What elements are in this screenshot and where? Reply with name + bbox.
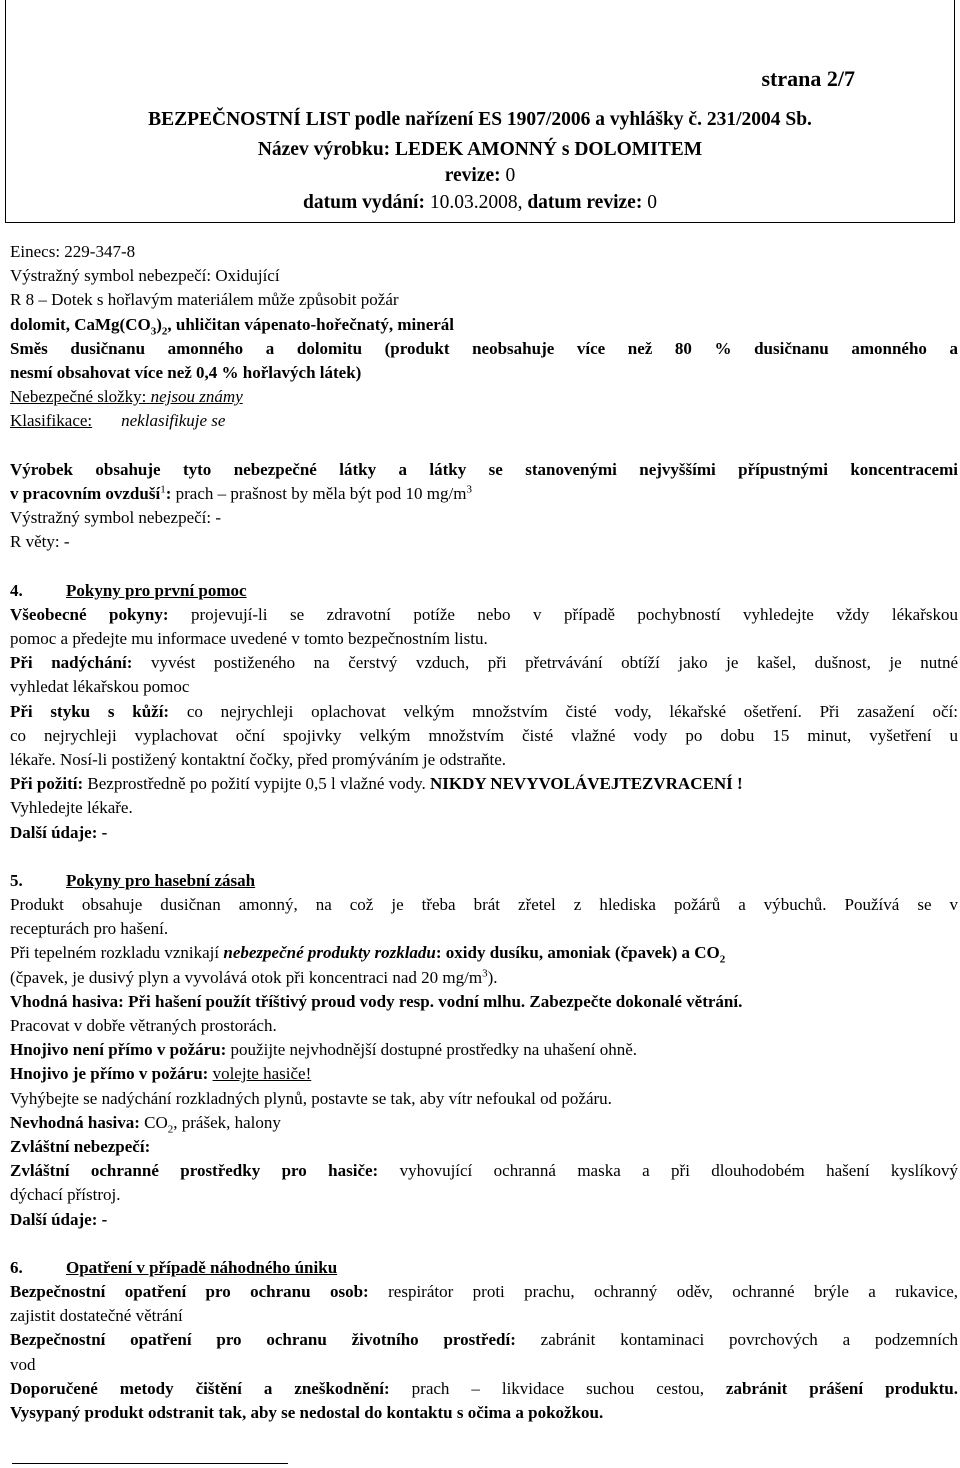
unsuitable-media-line: Nevhodná hasiva: $CO_2$, prášek, halony xyxy=(10,1112,281,1136)
decomposition-line-1: Při tepelném rozkladu vznikají nebezpečné produkty rozkladu: oxidy dusíku, amoniak (čpavek) a $CO_2$ xyxy=(10,943,726,966)
skin-contact-line-1: Při styku s kůží: co nejrychleji oplachovat velkým množstvím čisté vody, lékařské ošetření. Při zasažení očí: xyxy=(10,701,959,721)
skin-contact-line-2: co nejrychleji vyplachovat oční spojivky velkým množstvím čisté vlažné vody po dobu 15 minut, vyšetření u xyxy=(10,725,958,745)
hazard-symbol-line: Výstražný symbol nebezpečí: Oxidující xyxy=(10,266,280,286)
doc-title: BEZPEČNOSTNÍ LIST podle nařízení ES 1907/2006 a vyhlášky č. 231/2004 Sb. xyxy=(148,109,812,130)
general-advice-line-2: pomoc a předejte mu informace uvedené v tomto bezpečnostním listu. xyxy=(10,629,488,648)
product-contains-line-2: v pracovním ovzduší$^1$: prach – prašnost by měla být pod 10 $mg/m^3$ xyxy=(10,483,472,503)
document-body xyxy=(10,240,958,1425)
mixture-line-2: nesmí obsahovat více než 0,4 % hořlavých látek) xyxy=(10,362,362,382)
protective-equipment-line-1: Zvláštní ochranné prostředky pro hasiče: vyhovující ochranná maska a při dlouhodobém hašení kyslíkový xyxy=(10,1161,958,1181)
suitable-media-line: Vhodná hasiva: Při hašení použít tříštivý proud vody resp. vodní mlhu. Zabezpečte dokonalé větrání. xyxy=(10,991,743,1011)
environmental-precautions-line-1: Bezpečnostní opatření pro ochranu životního prostředí: zabránit kontaminaci povrchových a podzemních xyxy=(10,1330,958,1350)
hazardous-components-line: Nebezpečné složky: nejsou známy xyxy=(10,387,243,407)
product-contains-line-1: Výrobek obsahuje tyto nebezpečné látky a látky se stanovenými nejvyššími přípustnými koncentracemi xyxy=(10,459,958,479)
r8-line: R 8 – Dotek s hořlavým materiálem může způsobit požár xyxy=(10,290,399,310)
spilled-product-line: Vysypaný produkt odstranit tak, aby se nedostal do kontaktu s očima a pokožkou. xyxy=(10,1403,604,1422)
inhalation-line-1: Při nadýchání: vyvést postiženého na čerstvý vzduch, při přetrvávání obtíží jako je kašel, dušnost, je nutné xyxy=(10,653,959,673)
hazard-symbol-line-2: Výstražný symbol nebezpečí: - xyxy=(10,508,222,528)
footnote-separator xyxy=(12,1463,288,1464)
einecs-line: Einecs: 229-347-8 xyxy=(10,242,136,261)
page-number: strana 2/7 xyxy=(761,66,855,91)
cleanup-methods-line: Doporučené metody čištění a zneškodnění: prach – likvidace suchou cestou, zabránit prášení produktu. xyxy=(10,1378,958,1398)
ventilation-line: Pracovat v dobře větraných prostorách. xyxy=(10,1016,277,1035)
not-in-fire-line: Hnojivo není přímo v požáru: použijte nejvhodnější dostupné prostředky na uhašení ohně. xyxy=(10,1040,638,1060)
personal-precautions-line-2: zajistit dostatečné větrání xyxy=(10,1306,183,1326)
personal-precautions-line-1: Bezpečnostní opatření pro ochranu osob: respirátor proti prachu, ochranný oděv, ochranné brýle a rukavice, xyxy=(10,1282,959,1302)
fire-para-1-line-1: Produkt obsahuje dusičnan amonný, na což je třeba brát zřetel z hlediska požárů a výbuchů. Používá se v xyxy=(10,895,958,915)
special-hazards-line: Zvláštní nebezpečí: xyxy=(10,1136,151,1156)
ingestion-line-2: Vyhledejte lékaře. xyxy=(10,798,133,818)
r-phrases-line: R věty: - xyxy=(10,532,70,552)
environmental-precautions-line-2: vod xyxy=(10,1354,36,1374)
section-4-further-info: Další údaje: - xyxy=(10,822,108,842)
classification-line: Klasifikace: neklasifikuje se xyxy=(10,411,226,431)
general-advice-line-1: Všeobecné pokyny: projevují-li se zdravotní potíže nebo v případě pochybností vyhledejte vždy lékařskou xyxy=(10,604,958,624)
dolomit-line: dolomit, $CaMg(CO_3)_2$, uhličitan vápenato-hořečnatý, minerál xyxy=(10,314,455,337)
ingestion-line-1: Při požití: Bezprostředně po požití vypijte 0,5 l vlažné vody. NIKDY NEVYVOLÁVEJTEZVRACENÍ ! xyxy=(10,774,743,794)
section-6-heading: 6. Opatření v případě náhodného úniku xyxy=(10,1257,338,1277)
fire-para-1-line-2: recepturách pro hašení. xyxy=(10,919,169,939)
product-name: Název výrobku: LEDEK AMONNÝ s DOLOMITEM xyxy=(257,139,703,160)
avoid-gases-line: Vyhýbejte se nadýchání rozkladných plynů, postavte se tak, aby vítr nefoukal od požáru. xyxy=(10,1088,612,1108)
section-5-further-info: Další údaje: - xyxy=(10,1209,108,1229)
in-fire-line: Hnojivo je přímo v požáru: volejte hasiče! xyxy=(10,1064,312,1084)
issue-date-line: datum vydání: 10.03.2008, datum revize: 0 xyxy=(303,192,657,213)
revision-line: revize: 0 xyxy=(444,165,516,186)
skin-contact-line-3: lékaře. Nosí-li postižený kontaktní čočky, před promýváním je odstraňte. xyxy=(10,749,507,769)
mixture-line-1: Směs dusičnanu amonného a dolomitu (produkt neobsahuje více než 80 % dusičnanu amonného a xyxy=(10,338,958,358)
protective-equipment-line-2: dýchací přístroj. xyxy=(10,1185,121,1205)
section-4-heading: 4. Pokyny pro první pomoc xyxy=(10,580,247,600)
decomposition-line-2: (čpavek, je dusivý plyn a vyvolává otok při koncentraci nad 20 $mg/m^3$). xyxy=(10,966,498,987)
section-5-heading: 5. Pokyny pro hasební zásah xyxy=(10,870,256,890)
inhalation-line-2: vyhledat lékařskou pomoc xyxy=(10,677,190,697)
